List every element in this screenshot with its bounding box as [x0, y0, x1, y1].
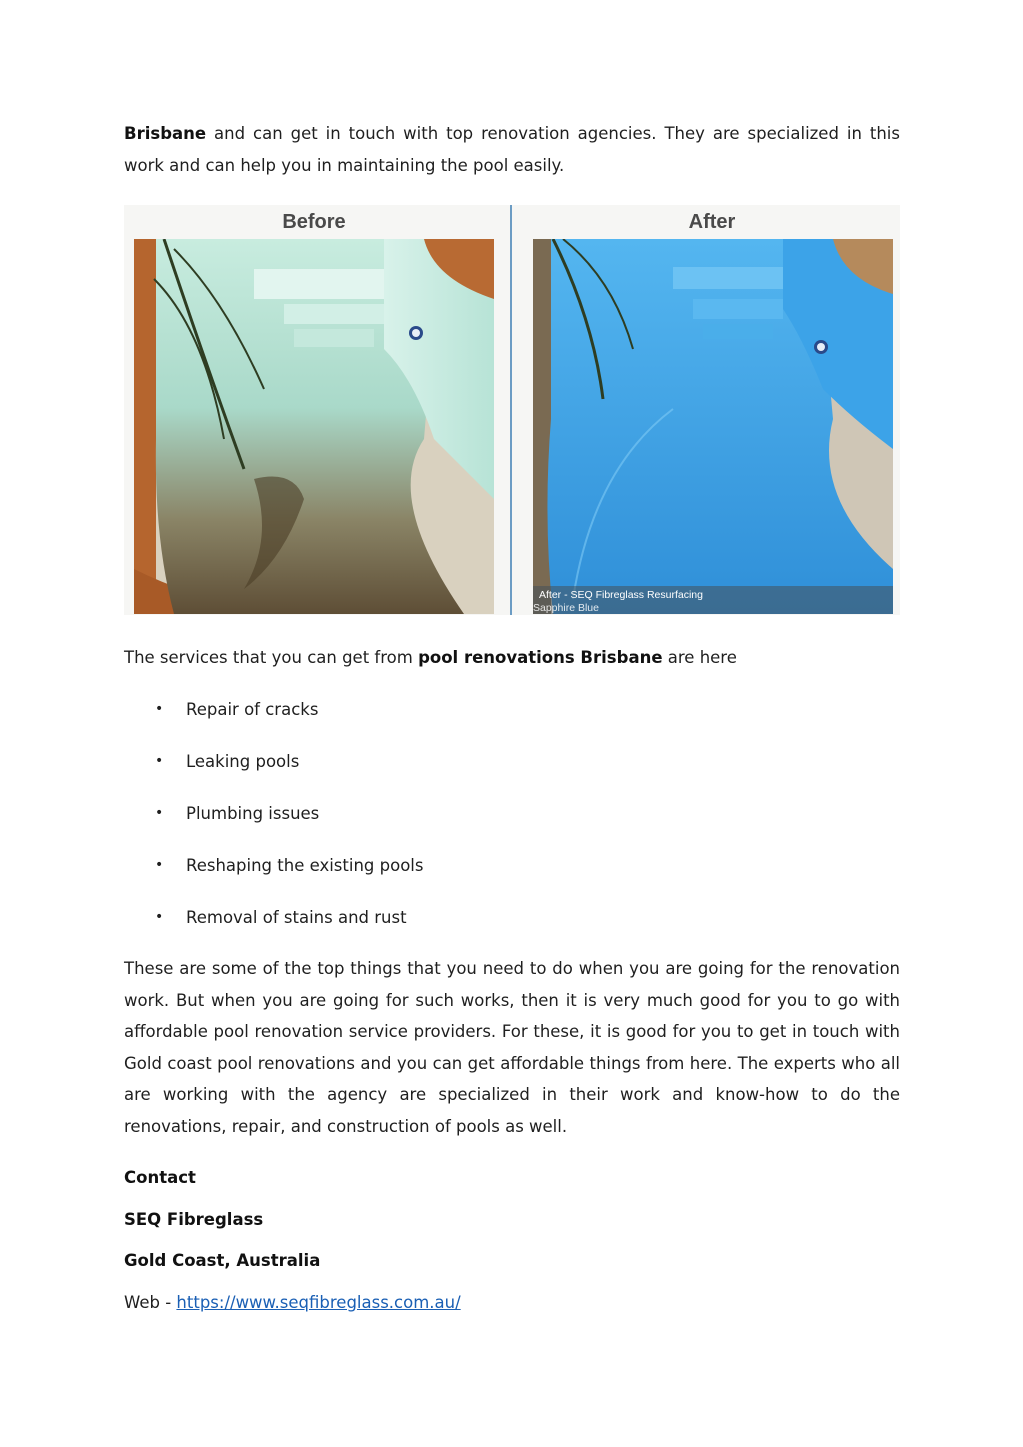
- services-list: [124, 694, 900, 934]
- bullet-icon: •: [155, 908, 164, 925]
- after-photo-caption: [533, 586, 893, 614]
- figure-divider: [510, 205, 512, 615]
- services-intro-bold: pool renovations Brisbane: [418, 648, 663, 667]
- before-after-figure: [124, 205, 900, 615]
- service-label: Leaking pools: [186, 751, 300, 771]
- caption-line-1: After - SEQ Fibreglass Resurfacing: [539, 589, 703, 601]
- service-label: Plumbing issues: [186, 803, 320, 823]
- services-intro-before: The services that you can get from: [124, 648, 419, 667]
- bullet-icon: •: [155, 700, 164, 717]
- intro-text: and can get in touch with top renovation agencies. They are specialized in this work and can help you in maintaining the pool easily.: [124, 124, 900, 175]
- body-paragraph: These are some of the top things that you need to do when you are going for the renovation work. But when you are going for such works, then it is very much good for you to go with affordable pool renovation service providers. For these, it is good for you to get in touch with Gold coast pool renovations and you can get affordable things from here. The experts who all are working with the agency are specialized in their work and know-how to do the renovations, repair, and construction of pools as well.: [124, 959, 900, 1136]
- intro-paragraph: [124, 118, 900, 181]
- bullet-icon: •: [155, 804, 164, 821]
- company-location: Gold Coast, Australia: [124, 1251, 321, 1270]
- list-item: [124, 798, 900, 830]
- document-page: [124, 118, 900, 1318]
- after-pool-photo: [533, 239, 893, 614]
- bullet-icon: •: [155, 752, 164, 769]
- services-intro-paragraph: [124, 642, 900, 674]
- list-item: [124, 902, 900, 934]
- after-label: After: [688, 211, 736, 233]
- list-item: [124, 694, 900, 726]
- services-intro-after: are here: [662, 648, 737, 667]
- intro-bold-lead: Brisbane: [124, 124, 207, 143]
- before-pool-photo: [134, 239, 494, 614]
- service-label: Repair of cracks: [186, 699, 319, 719]
- list-item: [124, 850, 900, 882]
- web-line: [124, 1287, 900, 1319]
- list-item: [124, 746, 900, 778]
- service-label: Removal of stains and rust: [186, 907, 407, 927]
- company-name: SEQ Fibreglass: [124, 1209, 264, 1229]
- web-label: Web -: [124, 1292, 177, 1312]
- service-label: Reshaping the existing pools: [186, 855, 424, 875]
- contact-heading: Contact: [124, 1168, 196, 1187]
- website-link[interactable]: https://www.seqfibreglass.com.au/: [176, 1292, 461, 1312]
- caption-line-2: Sapphire Blue: [533, 602, 599, 614]
- bullet-icon: •: [155, 856, 164, 873]
- before-label: Before: [282, 211, 346, 233]
